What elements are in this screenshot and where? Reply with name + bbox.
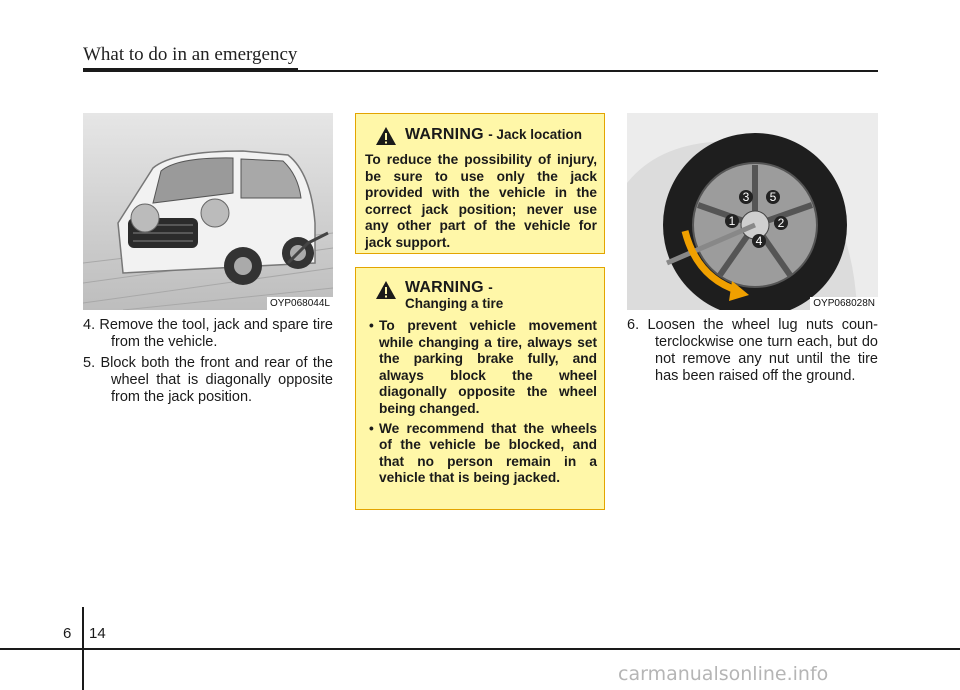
warning-triangle-icon — [375, 280, 397, 300]
header-rule-thin — [298, 70, 878, 72]
header-rule-thick — [83, 68, 298, 72]
warning-box-changing-tire — [355, 267, 605, 510]
instruction-step: 6. Loosen the wheel lug nuts coun-terclockwise one turn each, but do not remove any nut until the tire has been raised off the ground. — [627, 317, 878, 384]
warning-word: WARNING — [405, 279, 484, 296]
warning-box-jack-location — [355, 113, 605, 254]
warning-subtitle: - Changing a tire — [405, 280, 504, 311]
warning-subtitle: - Jack location — [488, 127, 582, 142]
minivan-jack-illustration-icon — [83, 113, 333, 310]
warning-list-item: • To prevent vehicle movement while changing a tire, always set the parking brake fully, and always block the wheel diagonally opposite the wheel being changed. — [365, 318, 597, 418]
watermark-text: carmanualsonline.info — [618, 663, 829, 685]
figure-minivan-jack — [83, 113, 333, 310]
warning-list-item: • We recommend that the wheels of the vehicle be blocked, and that no person remain in a vehicle that is being jacked. — [365, 421, 597, 487]
callout-number: 1 — [728, 214, 736, 228]
page-header-title: What to do in an emergency — [83, 44, 298, 65]
instruction-step: 5. Block both the front and rear of the wheel that is diagonally opposite from the jack position. — [83, 355, 333, 405]
callout-number: 5 — [769, 190, 777, 204]
instruction-list-right — [627, 317, 878, 389]
callout-number: 3 — [742, 190, 750, 204]
warning-header — [365, 126, 597, 146]
figure-code-label: OYP068028N — [810, 297, 878, 310]
figure-wheel-lug-nuts — [627, 113, 878, 310]
warning-triangle-icon — [375, 126, 397, 146]
figure-code-label: OYP068044L — [267, 297, 333, 310]
callout-number: 2 — [777, 216, 785, 230]
page-section-number: 6 — [63, 625, 72, 642]
warning-header — [365, 280, 597, 312]
page-number: 14 — [89, 625, 106, 642]
warning-body: To reduce the possibility of injury, be sure to use only the jack provided with the vehicle in the correct jack position; never use any other part of the vehicle for jack support. — [365, 152, 597, 250]
warning-list — [365, 318, 597, 487]
instruction-list-left — [83, 317, 333, 410]
wheel-lug-nut-illustration-icon — [627, 113, 878, 310]
footer-horizontal-rule — [0, 648, 960, 650]
callout-number: 4 — [755, 234, 763, 248]
instruction-step: 4. Remove the tool, jack and spare tire from the vehicle. — [83, 317, 333, 350]
warning-word: WARNING — [405, 126, 484, 143]
